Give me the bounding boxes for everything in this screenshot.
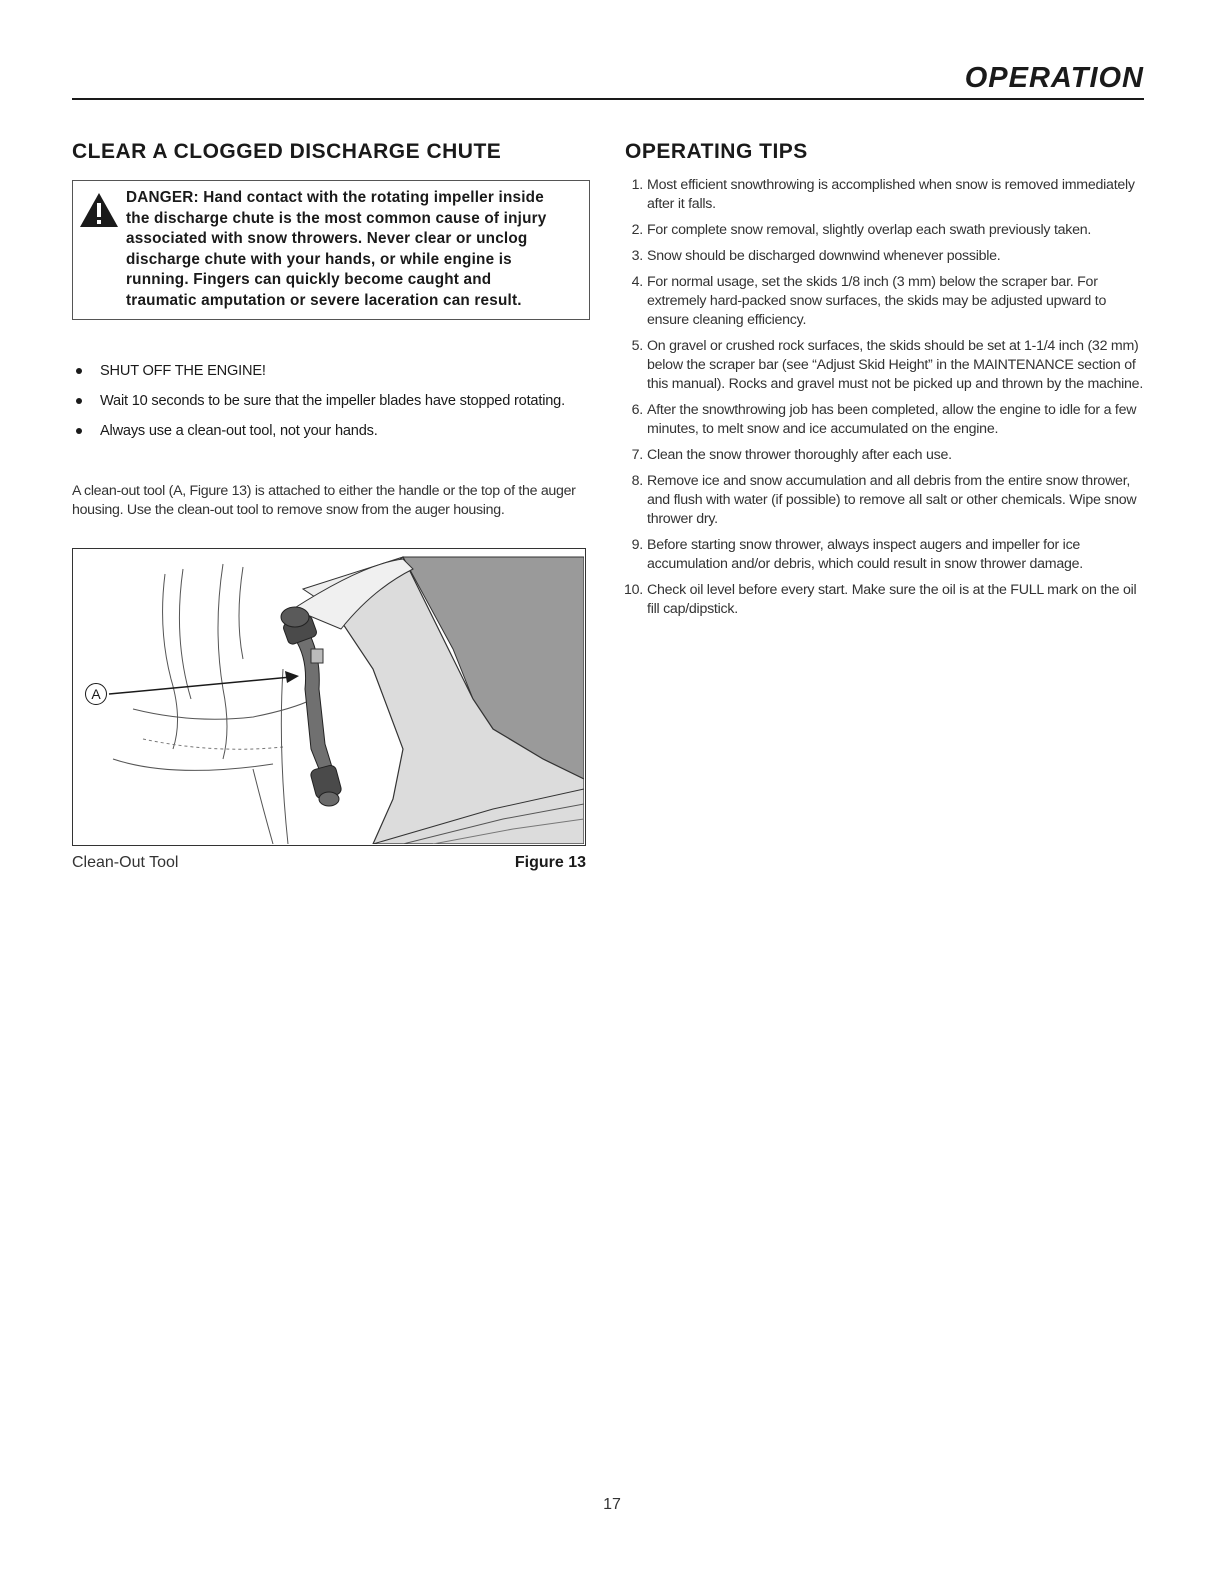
tip-item [625,472,1145,529]
tip-text: For complete snow removal, slightly overlap each swath previously taken. [647,222,1092,238]
tip-number: 8. [631,473,643,489]
tip-text: Before starting snow thrower, always inspect augers and impeller for ice accumulation and/or debris, which could result in snow thrower damage. [647,537,1083,572]
header-rule [72,98,1144,100]
bullet-item: Wait 10 seconds to be sure that the impeller blades have stopped rotating. [72,392,590,411]
clogged-chute-heading: CLEAR A CLOGGED DISCHARGE CHUTE [72,140,502,163]
tip-item [625,446,1145,465]
page-number: 17 [603,1496,621,1513]
tip-item [625,536,1145,574]
tip-text: After the snowthrowing job has been completed, allow the engine to idle for a few minutes, to melt snow and ice accumulated on the engine. [647,402,1137,437]
safety-bullet-list [72,362,590,452]
tip-item [625,581,1145,619]
operating-tips-heading: OPERATING TIPS [625,140,808,163]
tip-number: 10. [624,582,643,598]
figure-13-illustration [72,548,586,846]
tip-number: 9. [631,537,643,553]
bullet-item: Always use a clean-out tool, not your hands. [72,422,590,441]
danger-box [72,180,590,320]
danger-line: running. Fingers can quickly become caught and [126,271,492,288]
tip-text: Most efficient snowthrowing is accomplished when snow is removed immediately after it falls. [647,177,1135,212]
tip-text: For normal usage, set the skids 1/8 inch (3 mm) below the scraper bar. For extremely hard-packed snow surfaces, the skids may be adjusted upward to ensure cleaning efficiency. [647,274,1107,328]
tip-number: 4. [631,274,643,290]
tip-item [625,273,1145,330]
figure-number: Figure 13 [514,854,586,871]
operating-tips-section [625,140,1145,626]
tip-text: Snow should be discharged downwind whenever possible. [647,248,1001,264]
callout-a-label: A [85,683,107,705]
tip-text: On gravel or crushed rock surfaces, the skids should be set at 1-1/4 inch (32 mm) below the scraper bar (see “Adjust Skid Height” in the MAINTENANCE section of this manual). Rocks and gravel must not be picked up and thrown by the machine. [647,338,1144,392]
tip-item [625,337,1145,394]
tip-text: Check oil level before every start. Make sure the oil is at the FULL mark on the oil fill cap/dipstick. [647,582,1137,617]
danger-line: traumatic amputation or severe laceration can result. [126,291,522,309]
danger-line: the discharge chute is the most common cause of injury [126,209,547,227]
tip-number: 1. [631,177,643,193]
tip-text: Remove ice and snow accumulation and all debris from the entire snow thrower, and flush with water (if possible) to remove all salt or other chemicals. Wipe snow thrower dry. [647,473,1137,527]
danger-warning-text [126,188,584,311]
clean-out-tool-drawing [73,549,584,844]
warning-triangle-icon [78,191,120,229]
tip-item [625,221,1145,240]
section-title: OPERATION [964,62,1144,94]
danger-line: discharge chute with your hands, or while engine is [126,250,512,268]
tip-number: 3. [631,248,643,264]
tip-number: 6. [631,402,643,418]
tip-item [625,247,1145,266]
clean-out-tool-paragraph: A clean-out tool (A, Figure 13) is attached to either the handle or the top of the auger housing. Use the clean-out tool to remove snow from the auger housing. [72,483,576,518]
tip-item [625,401,1145,439]
operating-tips-list [625,176,1145,619]
tip-number: 5. [631,338,643,354]
danger-line: DANGER: Hand contact with the rotating impeller inside [126,189,544,206]
figure-caption: Clean-Out Tool [72,854,179,871]
tip-number: 7. [631,447,643,463]
tip-text: Clean the snow thrower thoroughly after each use. [647,447,952,463]
tip-number: 2. [631,222,643,238]
clogged-chute-section [72,140,590,871]
bullet-item: SHUT OFF THE ENGINE! [72,362,590,381]
danger-line: associated with snow throwers. Never clear or unclog [126,230,528,247]
tip-item [625,176,1145,214]
